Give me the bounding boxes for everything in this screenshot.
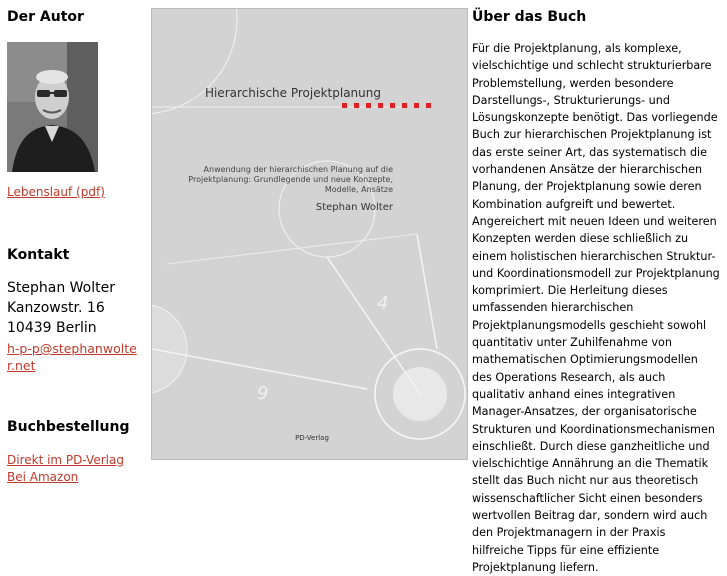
- contact-name: Stephan Wolter: [7, 280, 115, 296]
- cover-artwork: [152, 9, 468, 460]
- contact-address: [7, 278, 147, 338]
- order-heading: Buchbestellung: [7, 419, 130, 435]
- order-links: [7, 452, 124, 486]
- order-amazon-link[interactable]: Bei Amazon: [7, 470, 79, 484]
- contact-heading: Kontakt: [7, 247, 70, 263]
- cover-author: Stephan Wolter: [315, 202, 393, 213]
- book-heading: Über das Buch: [472, 9, 587, 25]
- cover-node-label-a: [377, 293, 388, 314]
- cover-node-label-b: [257, 383, 268, 404]
- cover-node-label-a-text: 4: [377, 293, 389, 314]
- book-description: Für die Projektplanung, als komplexe, vielschichtige und schlecht strukturierbare Problemstellung, werden besondere Darstellungs-, Strukturierungs- und Lösungskonzepte benötigt. Das vorliegende Buch zur hierarchischen Projektplanung ist das erste seiner Art, das systematisch die vorhandenen Ansätze der hierarchischen Planung, der Projektplanung sowie deren Kombination aufgreift und bewertet. Angereichert mit neuen Ideen und weiteren Konzepten werden diese schließlich zu einem holistischen hierarchischen Struktur- und Koordinationsmodell zur Projektplanung komprimiert. Die Herleitung dieses umfassenden hierarchischen Projektplanungsmodells geschieht sowohl quantitativ unter Zuhilfenahme von mathematischen Optimierungsmodellen des Operations Research, als auch qualitativ anhand eines integrativen Manager-Ansatzes, der organisatorische Strukturen und Koordinationsmechanismen einschließt. Durch diese ganzheitliche und vielschichtige Annährung an die Thematik stellt das Buch nicht nur aus theoretisch wissenschaftlicher Sicht einen besonders wertvollen Beitrag dar, sondern wird auch den Projektmanagern in der Praxis hilfreiche Tipps für eine effiziente Projektplanung liefern.: [472, 42, 720, 574]
- cover-publisher: PD-Verlag: [295, 434, 329, 442]
- contact-street: Kanzowstr. 16: [7, 300, 105, 316]
- cv-pdf-link[interactable]: Lebenslauf (pdf): [7, 185, 105, 199]
- contact-email-link[interactable]: h-p-p@stephanwolter.net: [7, 341, 137, 373]
- author-heading: Der Autor: [7, 9, 84, 25]
- author-photo-image: [7, 42, 98, 172]
- book-cover: [151, 8, 468, 460]
- author-photo: [7, 42, 98, 172]
- cover-subtitle: Anwendung der hierarchischen Planung auf die Projektplanung: Grundlegende und neue Konzepte, Modelle, Ansätze: [188, 165, 393, 194]
- cover-title: Hierarchische Projektplanung: [204, 86, 381, 100]
- contact-email-wrap: [7, 340, 142, 374]
- cover-node-label-b-text: 9: [257, 383, 269, 404]
- order-pd-verlag-link[interactable]: Direkt im PD-Verlag: [7, 453, 124, 467]
- contact-city: 10439 Berlin: [7, 320, 97, 336]
